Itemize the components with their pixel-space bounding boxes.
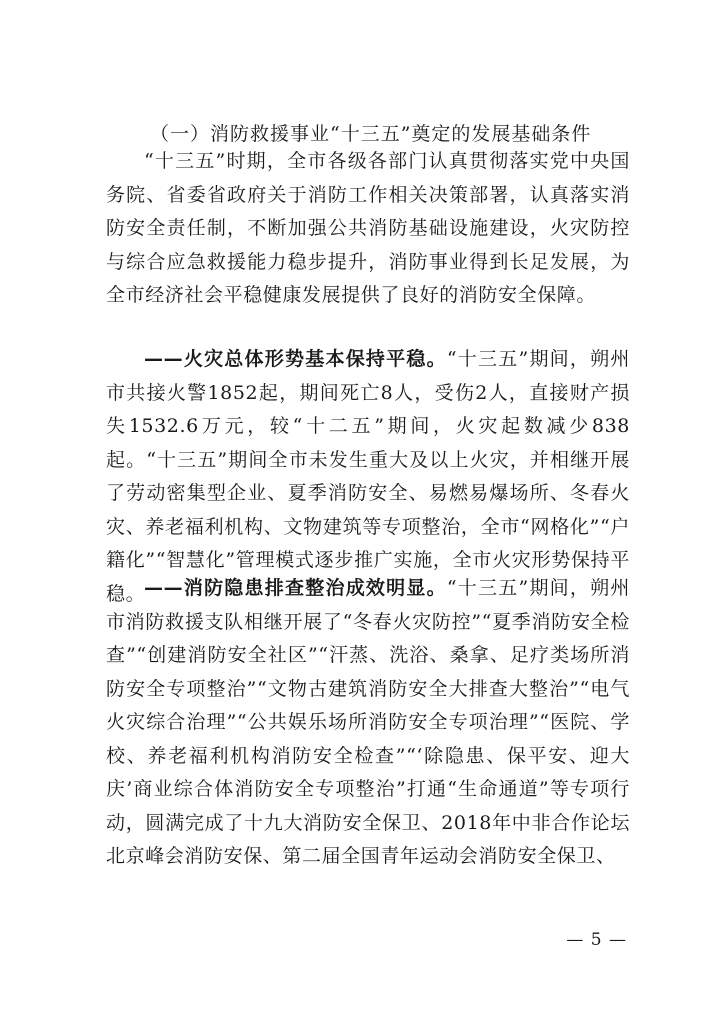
paragraph-intro [106, 145, 630, 313]
paragraph-hazard-rectification [106, 572, 630, 874]
section-heading: （一）消防救援事业“十三五”奠定的发展基础条件 [150, 123, 592, 145]
paragraph-hazard-rectification-lead: ——消防隐患排查整治成效明显。 [144, 577, 447, 599]
paragraph-fire-situation-text: “十三五”期间，朔州市共接火警1852起，期间死亡8人，受伤2人，直接财产损失1532.6万元，较“十二五”期间，火灾起数减少838起。“十三五”期间全市未发生重大及以上火灾，并相继开展了劳动密集型企业、夏季消防安全、易燃易爆场所、冬春火灾、养老福利机构、文物建筑等专项整治，全市“网格化”“户籍化”“智慧化”管理模式逐步推广实施，全市火灾形势保持平稳。 [106, 348, 630, 605]
paragraph-intro-text: “十三五”时期，全市各级各部门认真贯彻落实党中央国务院、省委省政府关于消防工作相关决策部署，认真落实消防安全责任制，不断加强公共消防基础设施建设，火灾防控与综合应急救援能力稳步提升，消防事业得到长足发展，为全市经济社会平稳健康发展提供了良好的消防安全保障。 [106, 150, 630, 306]
paragraph-fire-situation-lead: ——火灾总体形势基本保持平稳。 [144, 348, 447, 370]
page-number: — 5 — [566, 930, 627, 950]
paragraph-fire-situation [106, 343, 630, 611]
paragraph-hazard-rectification-text: “十三五”期间，朔州市消防救援支队相继开展了“冬春火灾防控”“夏季消防安全检查”“创建消防安全社区”“汗蒸、洗浴、桑拿、足疗类场所消防安全专项整治”“文物古建筑消防安全大排查大整治”“电气火灾综合治理”“公共娱乐场所消防安全专项治理”“医院、学校、养老福利机构消防安全检查”“‘除隐患、保平安、迎大庆’商业综合体消防安全专项整治”打通“生命通道”等专项行动，圆满完成了十九大消防安全保卫、2018年中非合作论坛北京峰会消防安保、第二届全国青年运动会消防安全保卫、 [106, 577, 630, 867]
